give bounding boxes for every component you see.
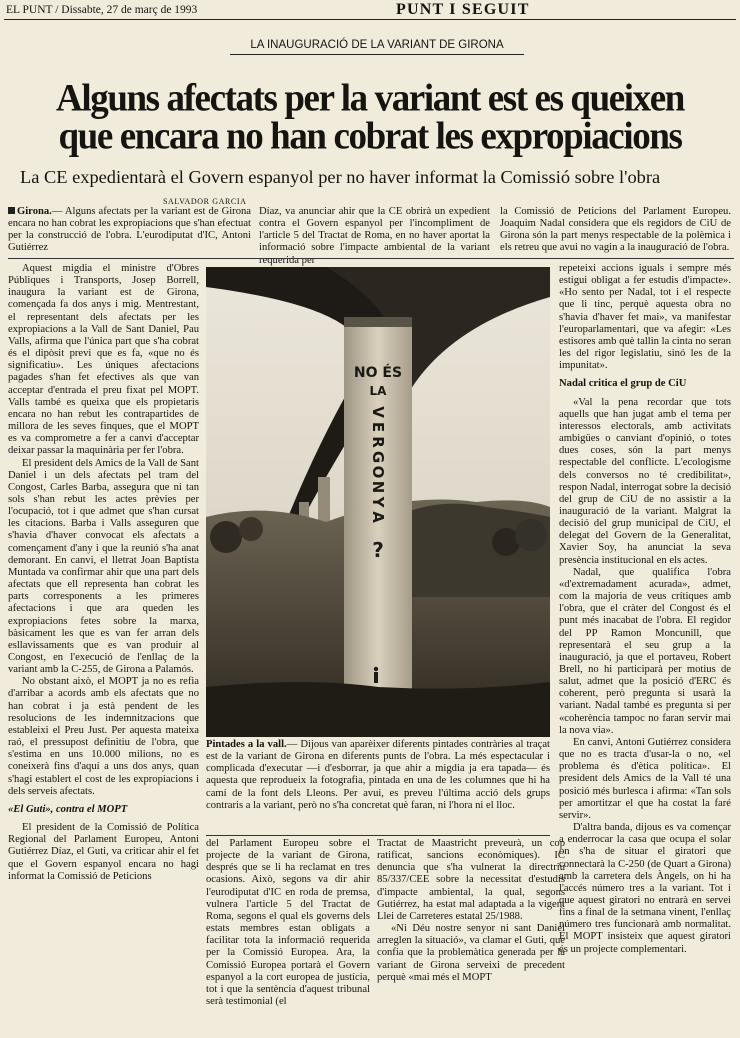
lead-text-2: Díaz, va anunciar ahir que la CE obrirà un expedient contra el Govern espanyol per l'incompliment de l'article 5 del Tractat de Roma, en no haver aportat la informació sobre l'impacte ambiental de la variant requerida per [259,206,490,266]
paragraph: «Val la pena recordar que tots aquells que han jugat amb el tema per interessos electorals, amb activitats ambigües o canviant d'opinió, o totes dues coses, són la part menys respectable del conflicte. L'ecologisme dels conversos no té credibilitat», respon Nadal, interrogat sobre la decisió del grup de CiU de no assistir a la inauguració de la variant. Malgrat la decisió del grup municipal de CiU, el delegat del Govern de la Generalitat, Xavier Soy, ha anunciat la seva presència institucional en els actes. [559,396,731,566]
bullet-square-icon [8,207,15,214]
graffiti-text-4: ? [372,538,384,562]
graffiti-letter: E [369,421,387,433]
crosshead-nadal: Nadal critica el grup de CiU [559,378,687,390]
lead-column-3 [500,206,731,255]
lead-text-3: la Comissió de Peticions del Parlament Europeu. Joaquim Nadal considera que els regidors de CiU de Girona són la part menys respectable de la polèmica i els retreu que avui no vagin a la inauguració de l'obra. [500,206,731,254]
headline-line-1: Alguns afectats per la variant est es queixen [56,76,684,120]
graffiti-letter: Y [369,496,387,508]
paragraph: El president de la Comissió de Política Regional del Parlament Europeu, Antoni Gutiérrez Díaz, el Guti, va criticar ahir el fet que el Govern espanyol encara no hagi informat la Comissió de Peticions [8,822,199,882]
graffiti-letter: A [369,511,387,523]
paragraph: En canvi, Antoni Gutiérrez considera que no es tracta d'usar-la o no, «el problema és d'ètica política». El president dels Amics de la Vall té una posició més burlesca i afirma: «Tan sols per amortitzar el que ha costat la faré servir». [559,736,731,821]
headline-line-2: que encara no han cobrat les expropiacions [58,114,682,158]
crosshead-el-guti: «El Guti», contra el MOPT [8,803,128,815]
caption-rule [206,835,550,836]
photo-illustration [206,267,550,737]
photo-caption [206,739,550,812]
paragraph: «Ni Déu nostre senyor ni sant Daniel arreglen la situació», va clamar el Guti, que confia que la problemàtica generada per la variant de Girona serveixi de precedent perquè «mai més el MOPT [377,923,565,983]
lead-rule [8,258,734,259]
lead-column-1 [8,206,251,255]
graffiti-text-1: NO ÉS [353,365,403,381]
graffiti-letter: R [369,436,387,448]
column-d [559,263,731,956]
subheadline: La CE expedientarà el Govern espanyol per no haver informat la Comissió sobre l'obra [20,167,661,187]
column-b [206,838,370,1008]
paragraph: El president dels Amics de la Vall de Sant Daniel i un dels afectats pel tram del Congost, Carles Barba, assegura que ni tan sols s'han rebut les actes prèvies per l'ocupació, tot i que admet que s'han cursat les citacions. Barba i Valls asseguren que s'havia d'haver convocat els afectats a començament d'any i que la reunió s'ha anat demorant. En canvi, el lletrat Joan Baptista Muntada va confirmar ahir que una part dels afectats que ell representa han cobrat les parts corresponents a les primeres afectacions i que ara queden les expropiacions fetes sobre la marxa, bàsicament les que es van fer arran dels esllavissaments que es van produir al Congost, en l'execució de l'enllaç de la variant amb la C-255, de Girona a Palamós. [8,457,199,676]
photo-graffiti-pillar [206,267,550,737]
caption-title: Pintades a la vall. [206,739,287,750]
column-a [8,263,199,883]
graffiti-letter: G [369,450,387,464]
paragraph: Tractat de Maastricht preveurà, un cop ratificat, sancions econòmiques). IC denuncia que s'ha vulnerat la directriu 85/337/CEE sobre la necessitat d'estudis d'impacte ambiental, la qual, segons Gutiérrez, ha estat mal adaptada a la vigent Llei de Carreteres estatal 25/1988. [377,838,565,922]
graffiti-letter: N [369,480,387,494]
lead-text-1: — Alguns afectats per la variant est de Girona encara no han cobrat les expropiacions que s'han efectuat per la construcció de l'obra. L'eurodiputat d'IC, Antoni Gutiérrez [8,206,251,254]
graffiti-letter: O [369,465,387,479]
dateline: Girona. [17,206,52,217]
section-title: PUNT I SEGUIT [396,1,530,18]
paragraph: Nadal, que qualifica l'obra «d'extremadament acurada», admet, com la majoria de veus crítiques amb l'obra, que el cràter del Congost és el punt més inacabat de l'obra. El regidor del PP Ramon Moncunill, que representarà el seu grup a la inauguració, ja que el portaveu, Robert Brell, no hi participarà per motius de salut, admet que la posició d'ERC és coherent, però pregunta si usarà la variant. Nadal també es pregunta si per «coherència tampoc no faran servir mai la nova via». [559,566,731,736]
paragraph: No obstant això, el MOPT ja no es refia d'arribar a acords amb els afectats que no han cobrat i ja està pendent de les resolucions de les indemnitzacions que estableixi el Preu Just. Per aquesta mateixa raó, el pressupost definitiu de l'obra, que s'estima en uns 10.000 milions, no es coneixerà fins d'aquí a uns dos anys, quan s'hagi establert el cost de les expropiacions i dels serveis afectats. [8,676,199,797]
paragraph: repeteixi accions iguals i sempre més estigui obligat a fer estudis d'impacte». «Ho sento per Nadal, tot i el respecte que li tinc, perquè aquesta obra no s'havia d'haver fet mai», va manifestar l'europarlamentari, que va afegir: «Les estisores amb què tallin la cinta no seran les del rigor legislatiu, sinó les de la impunitat». [559,263,731,372]
column-c [377,838,565,984]
page-folio: EL PUNT / Dissabte, 27 de març de 1993 [6,4,198,16]
paragraph: del Parlament Europeu sobre el projecte de la variant de Girona, després que se li ha reclamat en tres ocasions. Això, segons va dir ahir l'eurodiputat d'IC en roda de premsa, vulnera l'article 5 del Tractat de Roma, segons el qual els governs dels estats membres estan obligats a facilitar tota la informació requerida per la Comissió Europea. Ara, la Comissió Europea portarà el Govern espanyol a la cort europea de justícia, tot i que la sentència d'aquest tribunal serà testimonial (el [206,838,370,1008]
top-rule [4,19,736,20]
paragraph: D'altra banda, dijous es va començar a enderrocar la casa que ocupa el solar on s'ha de situar el giratori que connectarà la C-250 (de Quart a Girona) amb la carretera dels Àngels, on hi ha l'accés número tres a la variant. Tot i que aquest giratori no entrarà en servei fins a final de la setmana vinent, l'enllaç número tres funcionarà amb normalitat. El MOPT insisteix que aquest giratori és un projecte complementari. [559,822,731,955]
paragraph: Aquest migdia el ministre d'Obres Públiques i Transports, Josep Borrell, inaugura la variant est de Girona, començada fa dos anys i mig. Mentrestant, el representant dels afectats per les expropiacions a la Vall de Sant Daniel, Pau Valls, afirma que l'única part que s'ha cobrat és el dipòsit previ que es fa, «que no és significatiu». Les úniques afectacions pagades s'han fet efectives als que van acceptar d'entrada el preu fixat pel MOPT. Valls també es queixa que els propietaris encara no han rebut les contrapartides de millora de les seves finques, que el MOPT es va comprometre a fer a canvi d'acceptar deixar passar la maquinària per fer l'obra. [8,263,199,457]
graffiti-letter: V [369,406,387,418]
caption-text: — Dijous van aparèixer diferents pintades contràries al traçat est de la variant de Girona en diferents punts de l'obra. La més espectacular i complicada d'executar —i d'esborrar, ja que ahir a migdia ja era tapada— és aquesta que reprodueix la fotografia, pintada en una de les columnes que hi ha camí de la font dels Lleons. Per avui, es preveu l'última acció dels grups contraris a la variant, però no s'ha concretat què faran, ni l'hora ni el lloc. [206,739,550,811]
graffiti-text-2: LA [369,384,387,398]
article-kicker: LA INAUGURACIÓ DE LA VARIANT DE GIRONA [230,36,524,55]
byline: SALVADOR GARCIA [163,197,247,206]
